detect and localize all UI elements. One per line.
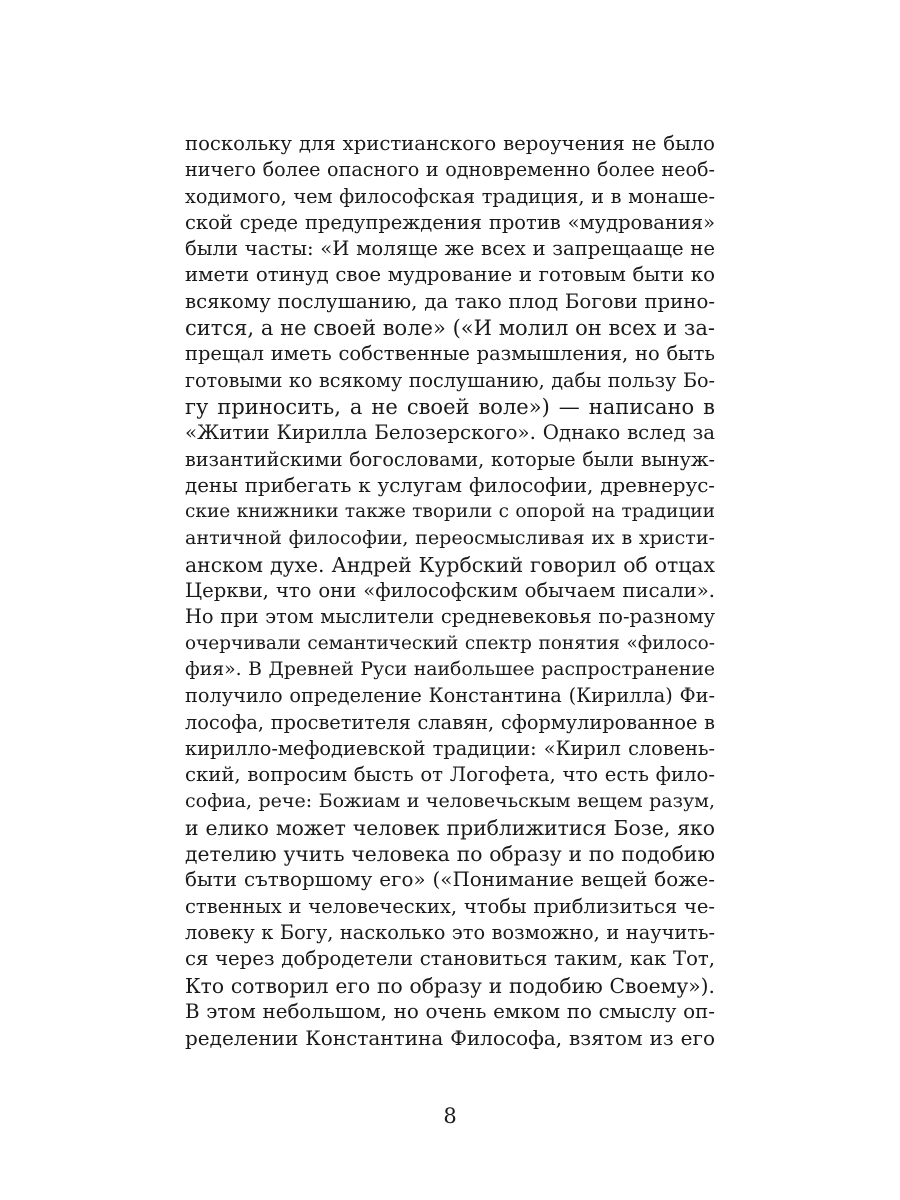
- text-line: Церкви, что они «философским обычаем писали».: [185, 579, 715, 603]
- body-text: [185, 131, 715, 1051]
- text-line: ской среде предупреждения против «мудрования»: [185, 210, 715, 234]
- text-line: анском духе. Андрей Курбский говорил об отцах: [185, 552, 715, 577]
- text-line: дены прибегать к услугам философии, древнерус-: [185, 473, 715, 497]
- text-line: ские книжники также творили с опорой на традиции: [185, 501, 715, 523]
- text-line: очерчивали семантический спектр понятия «филосо-: [185, 632, 715, 654]
- text-line: быти сътворшому его» («Понимание вещей боже-: [185, 868, 715, 892]
- text-line: «Житии Кирилла Белозерского». Однако вслед за: [185, 421, 715, 445]
- text-line: Кто сотворил его по образу и подобию Своему»).: [185, 973, 715, 998]
- text-line: фия». В Древней Руси наибольшее распространение: [185, 658, 715, 680]
- text-line: были часты: «И моляще же всех и запрещааще не: [185, 237, 715, 261]
- text-line: ственных и человеческих, чтобы приблизиться че-: [185, 894, 715, 918]
- text-line: кирилло-мефодиевской традиции: «Кирил словень-: [185, 736, 715, 760]
- text-line: сится, а не своей воле» («И молил он всех и за-: [185, 316, 715, 341]
- text-line: античной философии, переосмысливая их в христи-: [185, 526, 715, 550]
- text-line: имети отинуд свое мудрование и готовым быти ко: [185, 263, 715, 287]
- text-line: всякому послушанию, да тако плод Богови прино-: [185, 289, 715, 313]
- text-line: ловеку к Богу, насколько это возможно, и научить-: [185, 920, 715, 944]
- text-line: софиа, рече: Божиам и человечьскым вещем разум,: [185, 790, 715, 813]
- text-line: лософа, просветителя славян, сформулированное в: [185, 710, 715, 734]
- text-line: ходимого, чем философская традиция, и в монаше-: [185, 184, 715, 208]
- text-line: византийскими богословами, которые были вынуж-: [185, 447, 715, 471]
- text-line: ределении Константина Философа, взятом из его: [185, 1026, 715, 1051]
- text-line: Но при этом мыслители средневековья по-разному: [185, 605, 715, 629]
- text-line: поскольку для христианского вероучения не было: [185, 132, 715, 155]
- page-number: 8: [443, 1104, 457, 1128]
- text-line: гу приносить, а не своей воле») — написано в: [185, 394, 715, 419]
- text-line: ский, вопросим бысть от Логофета, что есть фило-: [185, 763, 715, 787]
- text-line: готовыми ко всякому послушанию, дабы пользу Бо-: [185, 368, 715, 392]
- text-line: прещал иметь собственные размышления, но быть: [185, 342, 715, 366]
- text-line: В этом небольшом, но очень емком по смыслу оп-: [185, 999, 715, 1023]
- text-line: получило определение Константина (Кирилла) Фи-: [185, 684, 715, 708]
- text-line: ничего более опасного и одновременно более необ-: [185, 158, 715, 182]
- text-line: ся через добродетели становиться таким, как Тот,: [185, 947, 715, 971]
- text-line: и елико может человек приближитися Бозе, яко: [185, 815, 715, 840]
- text-line: детелию учить человека по образу и по подобию: [185, 842, 715, 867]
